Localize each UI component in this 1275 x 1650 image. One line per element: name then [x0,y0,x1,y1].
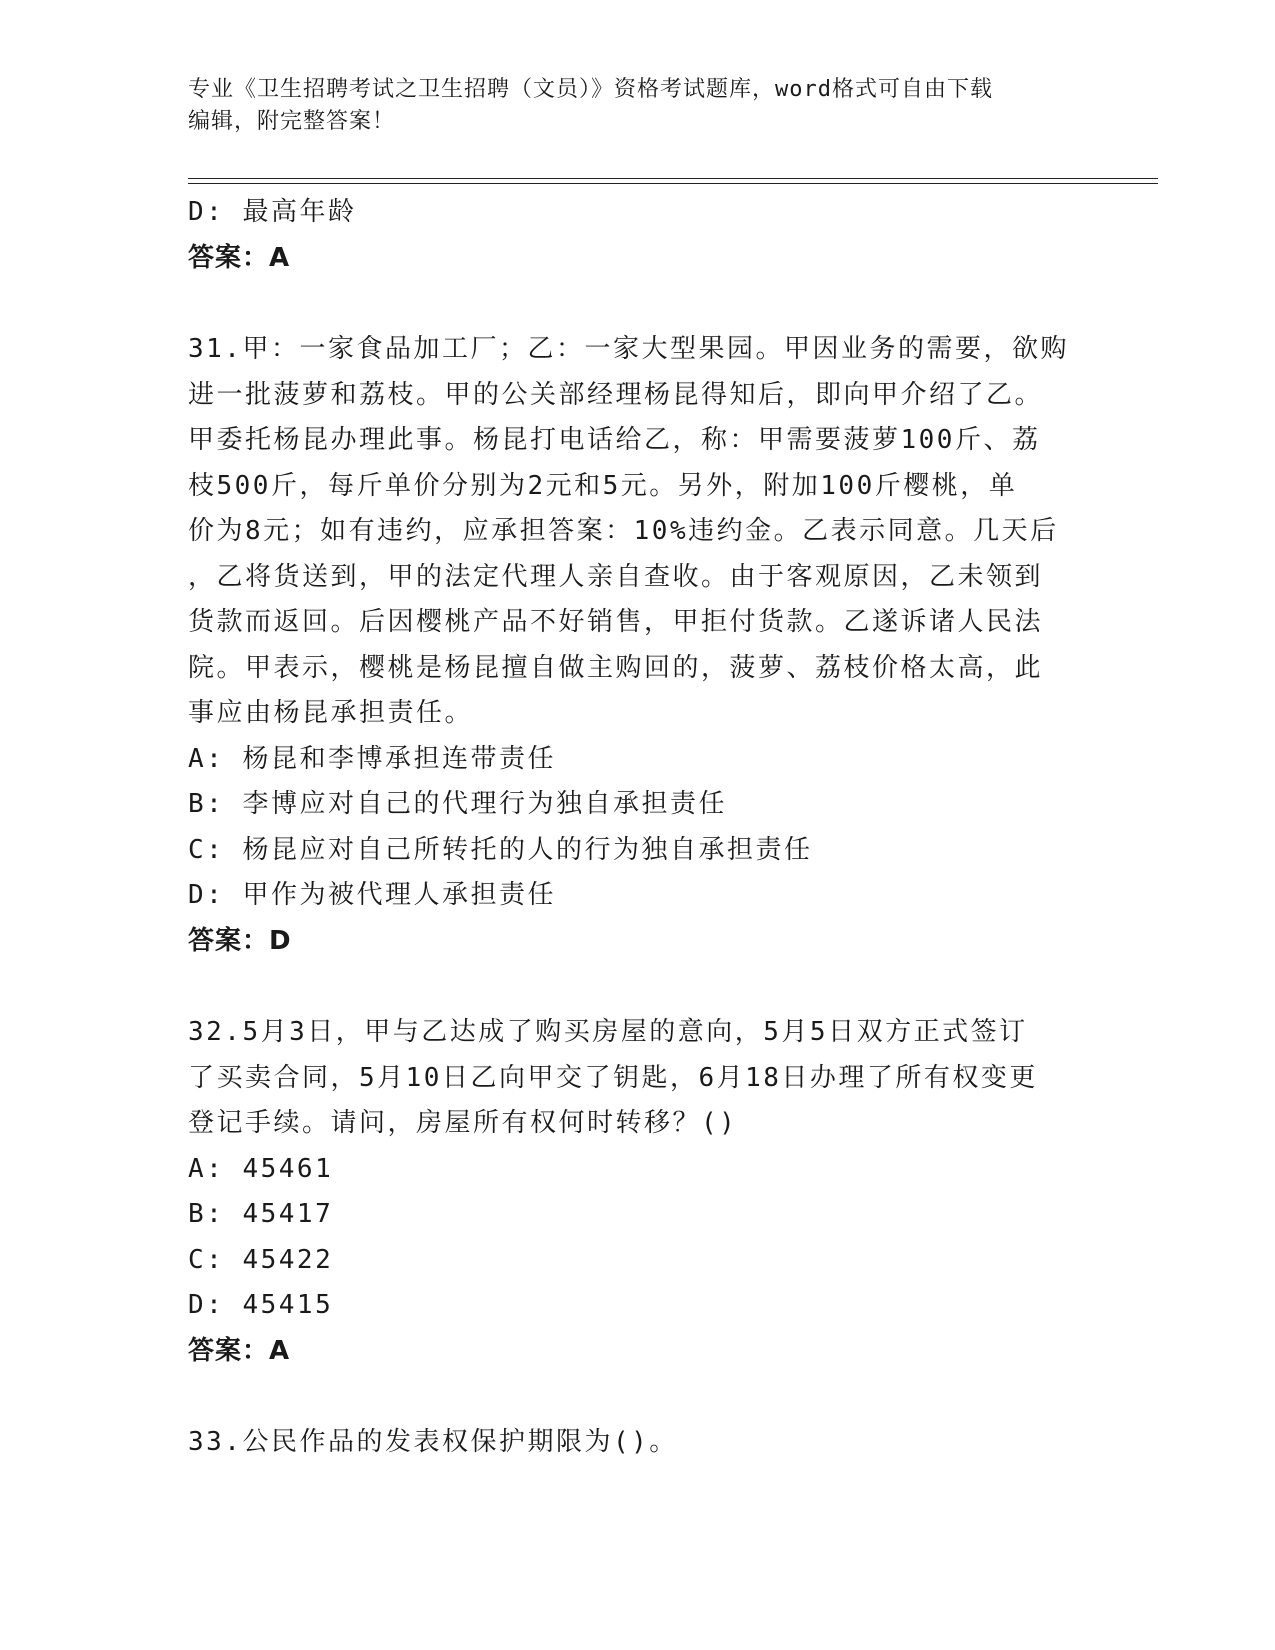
q32-answer: 答案：A [188,1335,291,1366]
q31-line: 甲委托杨昆办理此事。杨昆打电话给乙，称：甲需要菠萝100斤、荔 [188,425,1041,455]
q31-option-b: B: 李博应对自己的代理行为独自承担责任 [188,789,727,819]
q31-line: 31.甲：一家食品加工厂；乙：一家大型果园。甲因业务的需要，欲购 [188,334,1069,364]
q32-option-a: A: 45461 [188,1153,334,1184]
q31-option-a: A: 杨昆和李博承担连带责任 [188,743,556,774]
q32-option-c: C: 45422 [188,1244,334,1275]
question-32-stem [188,1010,1088,1147]
q31-line: 货款而返回。后因樱桃产品不好销售，甲拒付货款。乙遂诉诸人民法 [188,607,1044,637]
question-33-stem: 33.公民作品的发表权保护期限为()。 [188,1427,678,1457]
prev-option-d: D: 最高年龄 [188,197,357,227]
header-rule-bottom [188,183,1158,184]
q32-line: 32.5月3日，甲与乙达成了购买房屋的意向，5月5日双方正式签订 [188,1017,1028,1047]
document-body [188,190,1088,1466]
q31-line: 事应由杨昆承担责任。 [188,698,474,728]
prev-answer: 答案：A [188,242,291,273]
q31-option-d: D: 甲作为被代理人承担责任 [188,880,556,910]
q31-line: ，乙将货送到，甲的法定代理人亲自查收。由于客观原因，乙未领到 [188,561,1044,592]
q32-line: 登记手续。请问，房屋所有权何时转移？() [188,1108,738,1138]
spacer [188,281,1088,327]
header-line-1: 专业《卫生招聘考试之卫生招聘（文员）》资格考试题库，word格式可自由下载 [188,77,993,102]
spacer [188,1374,1088,1420]
q31-option-c: C: 杨昆应对自己所转托的人的行为独自承担责任 [188,834,813,865]
q31-line: 进一批菠萝和荔枝。甲的公关部经理杨昆得知后，即向甲介绍了乙。 [188,379,1044,410]
document-header [188,74,1088,138]
header-rule-top [188,178,1158,179]
q32-option-d: D: 45415 [188,1290,334,1320]
spacer [188,964,1088,1010]
q32-line: 了买卖合同，5月10日乙向甲交了钥匙，6月18日办理了所有权变更 [188,1062,1038,1093]
q31-line: 院。甲表示，樱桃是杨昆擅自做主购回的，菠萝、荔枝价格太高，此 [188,652,1044,683]
question-31-stem [188,327,1088,737]
q31-line: 枝500斤，每斤单价分别为2元和5元。另外，附加100斤樱桃，单 [188,470,1018,501]
q32-option-b: B: 45417 [188,1199,334,1229]
header-line-2: 编辑，附完整答案！ [188,109,396,134]
q31-line: 价为8元；如有违约，应承担答案：10%违约金。乙表示同意。几天后 [188,516,1059,546]
q31-answer: 答案：D [188,925,292,956]
